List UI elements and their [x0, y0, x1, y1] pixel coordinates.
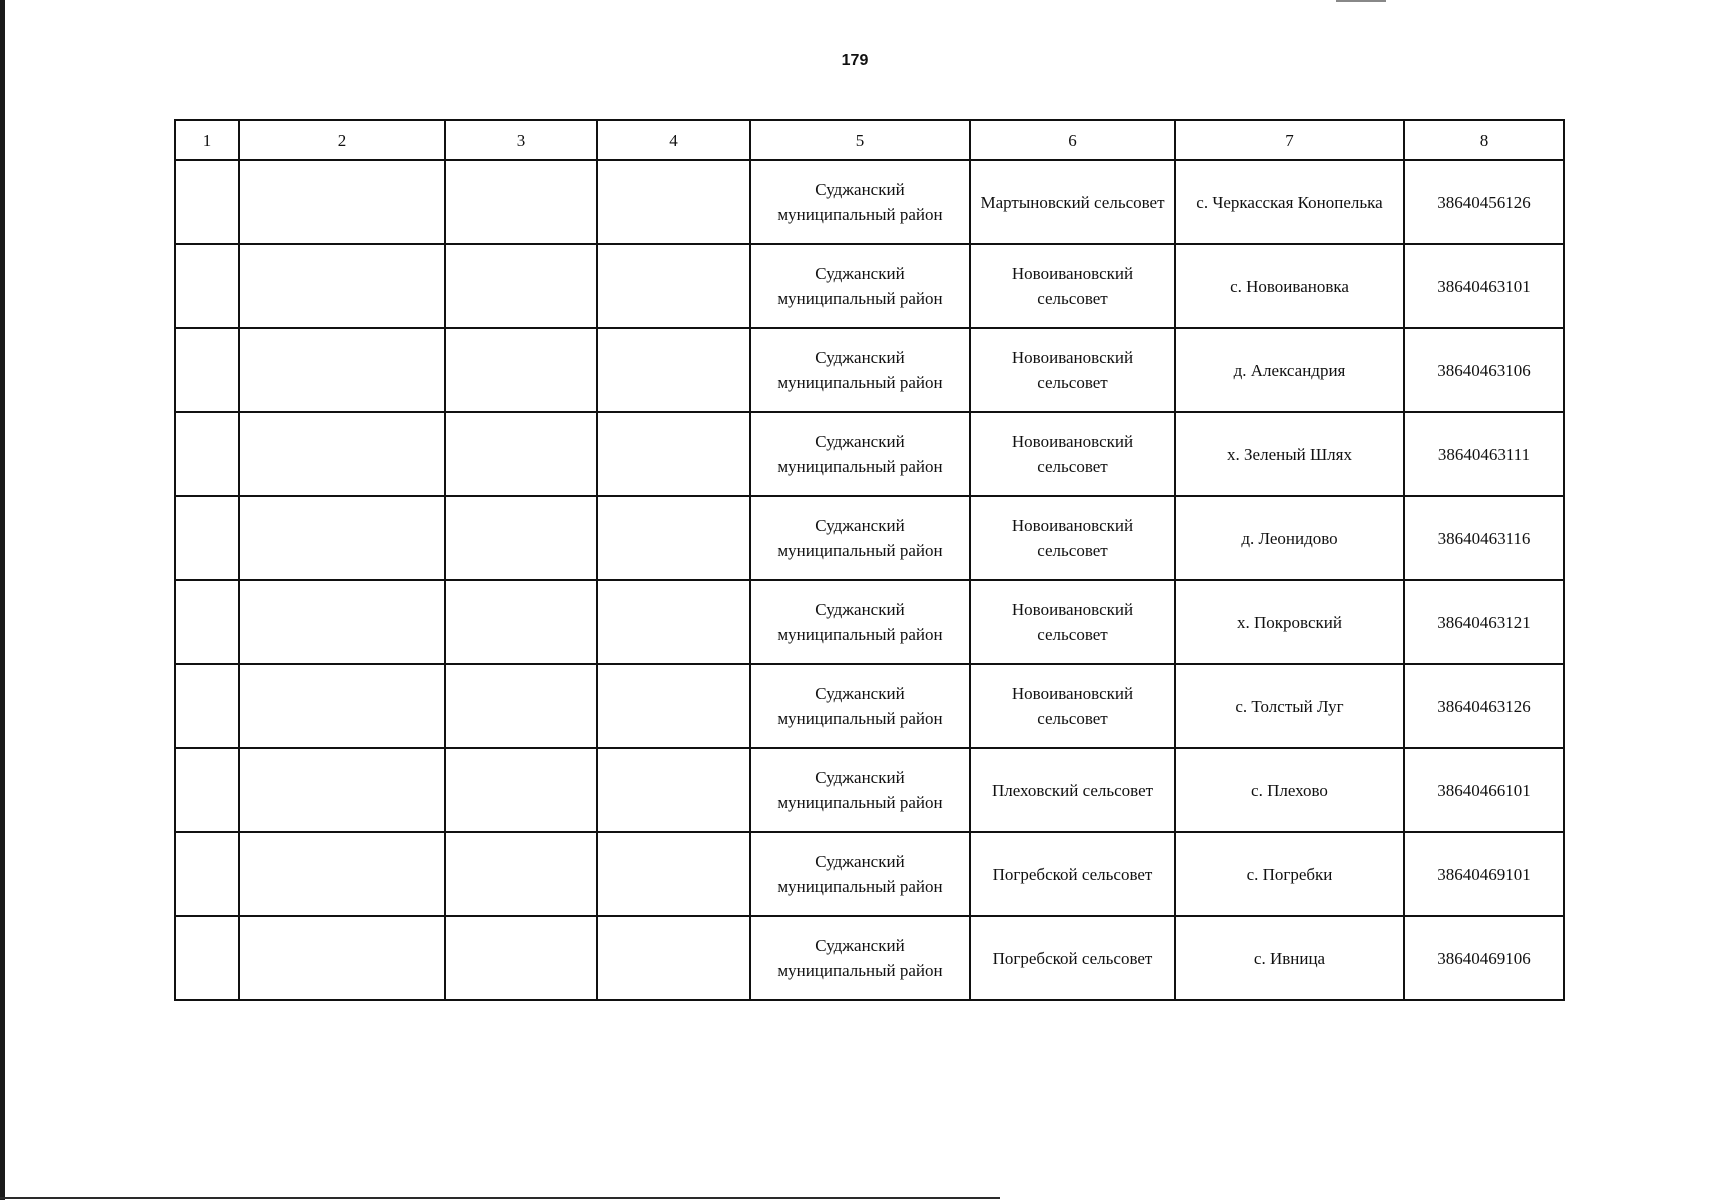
table-cell: [597, 748, 750, 832]
table-cell: [175, 328, 239, 412]
column-header: 6: [970, 120, 1175, 160]
settlement-council-cell: Новоивановский сельсовет: [970, 496, 1175, 580]
code-cell: 38640463126: [1404, 664, 1564, 748]
settlement-council-cell: Новоивановский сельсовет: [970, 244, 1175, 328]
column-header: 3: [445, 120, 597, 160]
code-cell: 38640463121: [1404, 580, 1564, 664]
municipal-district-cell: Суджанский муниципальный район: [750, 580, 970, 664]
table-cell: [597, 160, 750, 244]
locality-cell: д. Леонидово: [1175, 496, 1404, 580]
table-cell: [445, 832, 597, 916]
code-cell: 38640469106: [1404, 916, 1564, 1000]
scan-left-edge: [0, 0, 5, 1200]
locality-cell: с. Черкасская Конопелька: [1175, 160, 1404, 244]
settlement-council-cell: Погребской сельсовет: [970, 832, 1175, 916]
table-cell: [597, 664, 750, 748]
table-row: [175, 328, 1564, 412]
table-cell: [445, 328, 597, 412]
column-header: 5: [750, 120, 970, 160]
code-cell: 38640456126: [1404, 160, 1564, 244]
table-row: [175, 412, 1564, 496]
locality-cell: с. Плехово: [1175, 748, 1404, 832]
table-cell: [239, 328, 445, 412]
table-cell: [239, 664, 445, 748]
table-cell: [175, 244, 239, 328]
column-header: 4: [597, 120, 750, 160]
municipal-district-cell: Суджанский муниципальный район: [750, 748, 970, 832]
scan-top-mark: [1336, 0, 1386, 2]
table-cell: [445, 580, 597, 664]
table-cell: [239, 916, 445, 1000]
table-cell: [239, 160, 445, 244]
table-cell: [175, 580, 239, 664]
locality-cell: с. Толстый Луг: [1175, 664, 1404, 748]
table-cell: [175, 496, 239, 580]
table-cell: [445, 748, 597, 832]
settlement-council-cell: Погребской сельсовет: [970, 916, 1175, 1000]
table-cell: [175, 160, 239, 244]
locality-cell: д. Александрия: [1175, 328, 1404, 412]
code-cell: 38640469101: [1404, 832, 1564, 916]
table-cell: [445, 244, 597, 328]
code-cell: 38640463116: [1404, 496, 1564, 580]
table-row: [175, 664, 1564, 748]
table-cell: [175, 664, 239, 748]
registry-table: [174, 119, 1565, 1001]
table-cell: [175, 916, 239, 1000]
page-number: 179: [841, 52, 869, 69]
settlement-council-cell: Мартыновский сельсовет: [970, 160, 1175, 244]
table-cell: [445, 496, 597, 580]
settlement-council-cell: Новоивановский сельсовет: [970, 328, 1175, 412]
table-cell: [239, 412, 445, 496]
table-row: [175, 580, 1564, 664]
scan-bottom-edge: [0, 1197, 1000, 1199]
table-cell: [239, 244, 445, 328]
column-header: 8: [1404, 120, 1564, 160]
table-cell: [445, 664, 597, 748]
settlement-council-cell: Новоивановский сельсовет: [970, 412, 1175, 496]
table-header-row: [175, 120, 1564, 160]
table-cell: [597, 244, 750, 328]
municipal-district-cell: Суджанский муниципальный район: [750, 412, 970, 496]
table-cell: [239, 748, 445, 832]
locality-cell: с. Новоивановка: [1175, 244, 1404, 328]
table-cell: [239, 496, 445, 580]
table-cell: [445, 412, 597, 496]
locality-cell: с. Погребки: [1175, 832, 1404, 916]
table-cell: [445, 916, 597, 1000]
table-cell: [175, 412, 239, 496]
settlement-council-cell: Новоивановский сельсовет: [970, 664, 1175, 748]
column-header: 7: [1175, 120, 1404, 160]
code-cell: 38640463111: [1404, 412, 1564, 496]
locality-cell: х. Зеленый Шлях: [1175, 412, 1404, 496]
table-cell: [597, 496, 750, 580]
table-cell: [597, 412, 750, 496]
municipal-district-cell: Суджанский муниципальный район: [750, 244, 970, 328]
municipal-district-cell: Суджанский муниципальный район: [750, 664, 970, 748]
table-cell: [445, 160, 597, 244]
table-row: [175, 496, 1564, 580]
code-cell: 38640466101: [1404, 748, 1564, 832]
table-row: [175, 832, 1564, 916]
table-row: [175, 160, 1564, 244]
code-cell: 38640463101: [1404, 244, 1564, 328]
table-row: [175, 748, 1564, 832]
table-cell: [175, 748, 239, 832]
locality-cell: х. Покровский: [1175, 580, 1404, 664]
table-cell: [597, 580, 750, 664]
table-row: [175, 244, 1564, 328]
table-cell: [239, 580, 445, 664]
municipal-district-cell: Суджанский муниципальный район: [750, 328, 970, 412]
municipal-district-cell: Суджанский муниципальный район: [750, 160, 970, 244]
table-cell: [597, 916, 750, 1000]
column-header: 1: [175, 120, 239, 160]
table-row: [175, 916, 1564, 1000]
column-header: 2: [239, 120, 445, 160]
settlement-council-cell: Новоивановский сельсовет: [970, 580, 1175, 664]
settlement-council-cell: Плеховский сельсовет: [970, 748, 1175, 832]
table-cell: [175, 832, 239, 916]
table-cell: [597, 328, 750, 412]
table-cell: [597, 832, 750, 916]
table-cell: [239, 832, 445, 916]
locality-cell: с. Ивница: [1175, 916, 1404, 1000]
municipal-district-cell: Суджанский муниципальный район: [750, 832, 970, 916]
code-cell: 38640463106: [1404, 328, 1564, 412]
municipal-district-cell: Суджанский муниципальный район: [750, 916, 970, 1000]
municipal-district-cell: Суджанский муниципальный район: [750, 496, 970, 580]
